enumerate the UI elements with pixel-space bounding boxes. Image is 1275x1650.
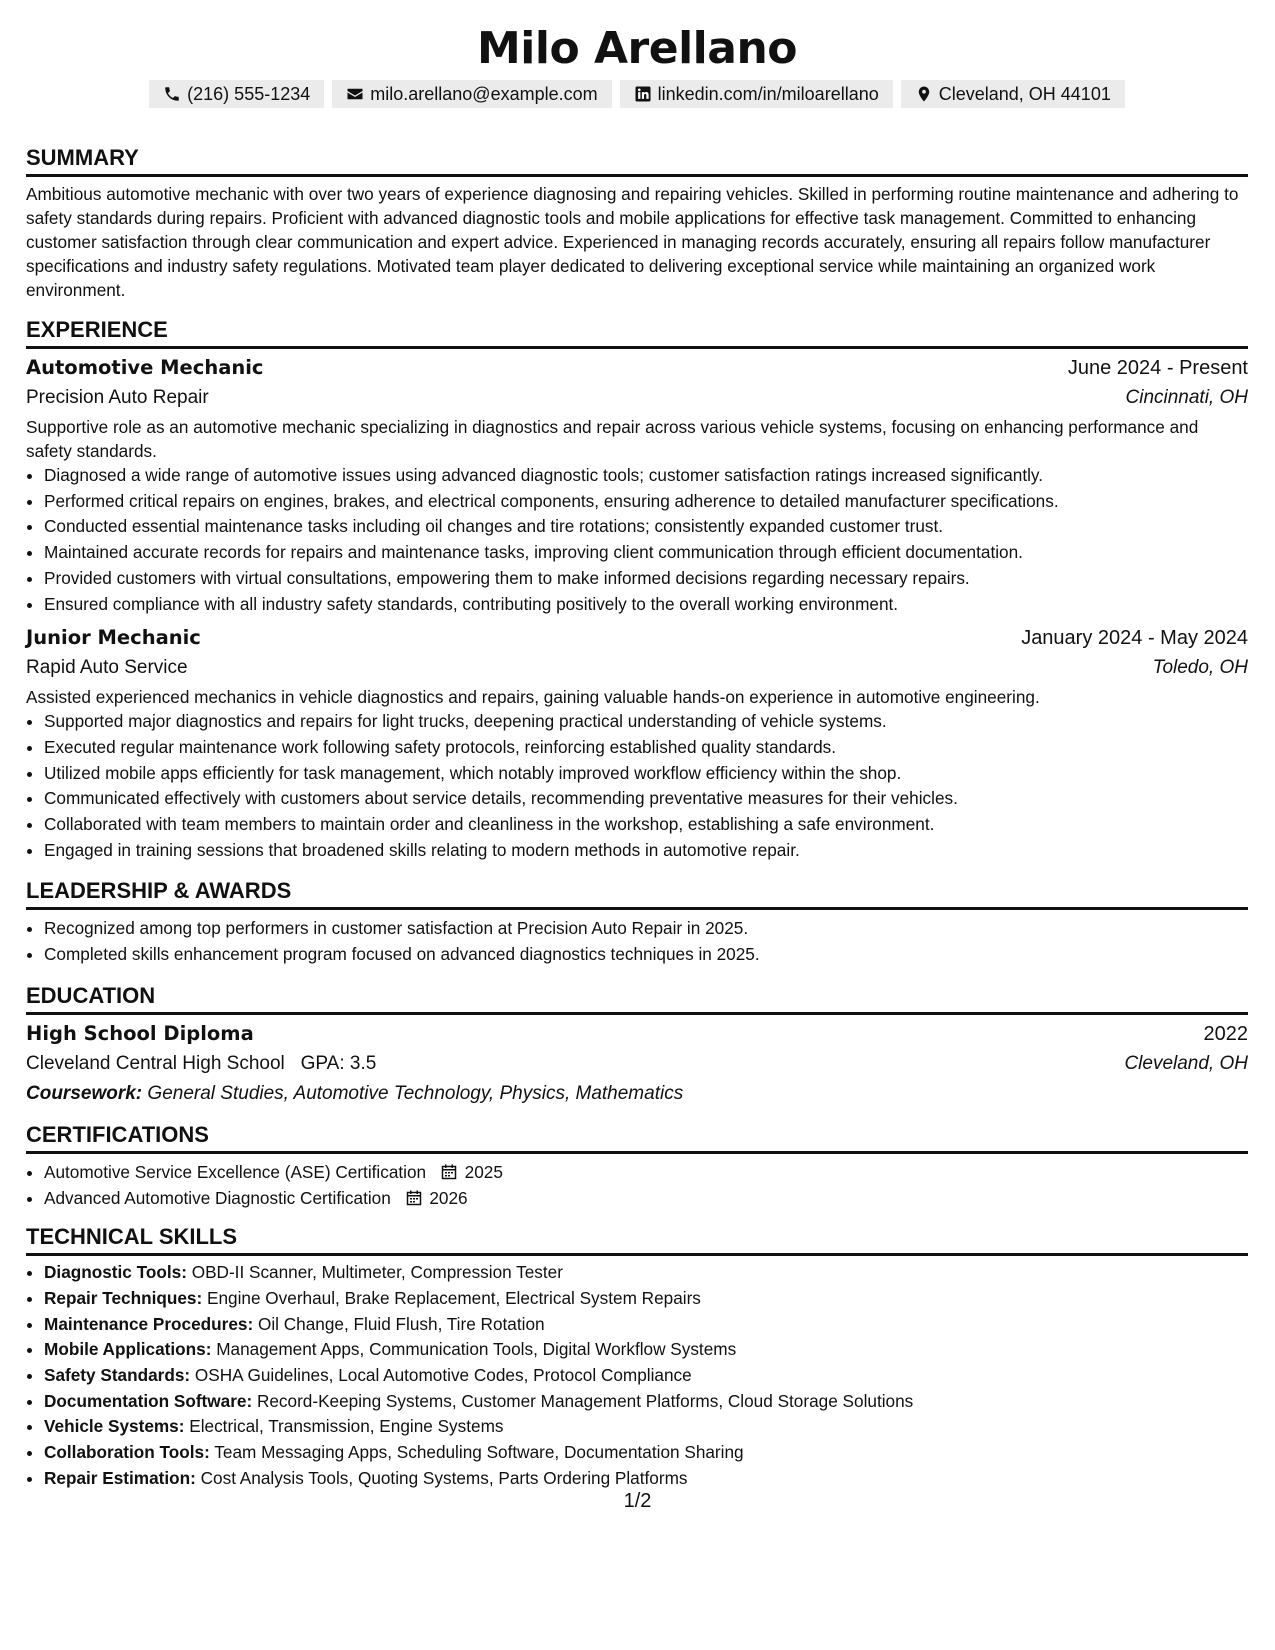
list-item: • Recognized among top performers in customer satisfaction at Precision Auto Repair in 2025.	[44, 916, 1248, 942]
contact-linkedin[interactable]	[620, 80, 893, 108]
list-item	[44, 1260, 1248, 1286]
job-location: Cincinnati, OH	[1125, 387, 1248, 408]
contact-phone-text: (216) 555-1234	[187, 83, 311, 104]
list-item	[44, 1160, 1248, 1186]
section-title-education: EDUCATION	[26, 982, 1248, 1015]
skill-value: Record-Keeping Systems, Customer Management Platforms, Cloud Storage Solutions	[256, 1390, 914, 1411]
skill-label: Safety Standards:	[44, 1365, 191, 1386]
list-item: • Performed critical repairs on engines, brakes, and electrical components, ensuring adherence to detailed manufacturer specifications.	[44, 489, 1248, 515]
skill-value: Engine Overhaul, Brake Replacement, Electrical System Repairs	[207, 1287, 701, 1308]
certifications-section	[26, 1121, 1248, 1211]
list-item: • Collaborated with team members to maintain order and cleanliness in the workshop, establishing a safe environment.	[44, 812, 1248, 838]
certification-year: 2026	[429, 1187, 468, 1208]
certification-name: Advanced Automotive Diagnostic Certification	[44, 1187, 391, 1208]
list-item: • Conducted essential maintenance tasks including oil changes and tire rotations; consistently expanded customer trust.	[44, 514, 1248, 540]
list-item	[44, 1312, 1248, 1338]
skill-value: Management Apps, Communication Tools, Digital Workflow Systems	[216, 1339, 737, 1360]
list-item: • Executed regular maintenance work following safety protocols, reinforcing established quality standards.	[44, 735, 1248, 761]
job-dates: January 2024 - May 2024	[1021, 627, 1248, 650]
list-item: • Completed skills enhancement program focused on advanced diagnostics techniques in 2025.	[44, 942, 1248, 968]
list-item	[44, 1363, 1248, 1389]
resume-page	[26, 0, 1248, 1492]
skill-value: Cost Analysis Tools, Quoting Systems, Parts Ordering Platforms	[200, 1467, 688, 1488]
list-item: • Supported major diagnostics and repairs for light trucks, deepening practical understanding of vehicle systems.	[44, 709, 1248, 735]
job-entry	[26, 623, 1248, 863]
envelope-icon	[346, 85, 364, 103]
skills-section	[26, 1223, 1248, 1491]
section-title-experience: EXPERIENCE	[26, 316, 1248, 349]
list-item: • Diagnosed a wide range of automotive issues using advanced diagnostic tools; customer satisfaction ratings increased significantly.	[44, 463, 1248, 489]
skill-value: Electrical, Transmission, Engine Systems	[189, 1416, 504, 1437]
list-item: • Communicated effectively with customers about service details, recommending preventative measures for their vehicles.	[44, 786, 1248, 812]
experience-section	[26, 316, 1248, 863]
section-title-summary: SUMMARY	[26, 144, 1248, 177]
section-title-leadership: LEADERSHIP & AWARDS	[26, 877, 1248, 910]
job-company: Precision Auto Repair	[26, 387, 209, 408]
phone-icon	[163, 85, 181, 103]
certification-name: Automotive Service Excellence (ASE) Certification	[44, 1161, 427, 1182]
candidate-name: Milo Arellano	[477, 23, 797, 74]
section-title-certifications: CERTIFICATIONS	[26, 1121, 1248, 1154]
education-section	[26, 982, 1248, 1109]
skill-label: Vehicle Systems:	[44, 1416, 185, 1437]
skill-value: Oil Change, Fluid Flush, Tire Rotation	[257, 1313, 545, 1334]
list-item: • Ensured compliance with all industry safety standards, contributing positively to the overall working environment.	[44, 592, 1248, 618]
skill-label: Documentation Software:	[44, 1390, 253, 1411]
job-bullets	[26, 709, 1248, 863]
summary-section	[26, 144, 1248, 302]
skill-value: Team Messaging Apps, Scheduling Software, Documentation Sharing	[214, 1442, 744, 1463]
page-number: 1/2	[623, 1490, 652, 1512]
coursework-label: Coursework:	[26, 1082, 143, 1104]
contact-linkedin-text: linkedin.com/in/miloarellano	[657, 83, 879, 104]
list-item	[44, 1466, 1248, 1492]
certifications-list	[26, 1160, 1248, 1211]
coursework-list: General Studies, Automotive Technology, Physics, Mathematics	[147, 1082, 684, 1104]
coursework	[26, 1079, 1248, 1109]
job-company: Rapid Auto Service	[26, 657, 188, 679]
job-title: Junior Mechanic	[26, 626, 201, 650]
skill-label: Repair Estimation:	[44, 1467, 196, 1488]
contact-location-text: Cleveland, OH 44101	[938, 83, 1111, 104]
list-item	[44, 1286, 1248, 1312]
certification-year: 2025	[464, 1161, 503, 1182]
skill-label: Diagnostic Tools:	[44, 1262, 187, 1283]
list-item	[44, 1186, 1248, 1212]
list-item: • Engaged in training sessions that broadened skills relating to modern methods in automotive repair.	[44, 838, 1248, 864]
skill-value: OSHA Guidelines, Local Automotive Codes, Protocol Compliance	[194, 1365, 692, 1386]
list-item	[44, 1389, 1248, 1415]
contact-email[interactable]	[332, 80, 611, 108]
school-location: Cleveland, OH	[1124, 1052, 1248, 1074]
skill-value: OBD-II Scanner, Multimeter, Compression Tester	[191, 1262, 563, 1283]
list-item	[44, 1440, 1248, 1466]
school-name: Cleveland Central High School	[26, 1052, 285, 1074]
list-item: • Utilized mobile apps efficiently for task management, which notably improved workflow efficiency within the shop.	[44, 761, 1248, 787]
calendar-icon	[441, 1164, 457, 1180]
skills-list	[26, 1260, 1248, 1491]
job-title: Automotive Mechanic	[26, 356, 264, 379]
contact-bar	[26, 80, 1248, 108]
list-item	[44, 1337, 1248, 1363]
graduation-year: 2022	[1203, 1022, 1248, 1045]
summary-text: Ambitious automotive mechanic with over two years of experience diagnosing and repairing vehicles. Skilled in performing routine maintenance and adhering to safety standards during repairs. Proficient with advanced diagnostic tools and mobile applications for effective task management. Committed to enhancing customer satisfaction through clear communication and expert advice. Experienced in managing records accurately, ensuring all repairs follow manufacturer specifications and industry safety regulations. Motivated team player dedicated to delivering exceptional service while maintaining an organized work environment.	[26, 184, 1239, 300]
job-description: Supportive role as an automotive mechanic specializing in diagnostics and repair across various vehicle systems, focusing on enhancing performance and safety standards.	[26, 417, 1199, 461]
linkedin-icon	[634, 85, 652, 103]
contact-email-text: milo.arellano@example.com	[370, 83, 598, 104]
contact-location	[901, 80, 1125, 108]
leadership-section	[26, 877, 1248, 967]
job-entry	[26, 353, 1248, 617]
job-location: Toledo, OH	[1152, 657, 1248, 679]
job-dates: June 2024 - Present	[1067, 357, 1248, 379]
calendar-icon	[406, 1190, 422, 1206]
skill-label: Mobile Applications:	[44, 1339, 212, 1360]
contact-phone[interactable]	[149, 80, 324, 108]
job-description: Assisted experienced mechanics in vehicle diagnostics and repairs, gaining valuable hands-on experience in automotive engineering.	[26, 687, 1040, 708]
list-item: • Maintained accurate records for repairs and maintenance tasks, improving client communication through efficient documentation.	[44, 540, 1248, 566]
skill-label: Repair Techniques:	[44, 1287, 203, 1308]
degree: High School Diploma	[26, 1021, 254, 1045]
skill-label: Collaboration Tools:	[44, 1442, 210, 1463]
leadership-list	[26, 916, 1248, 967]
map-pin-icon	[915, 85, 933, 103]
section-title-skills: TECHNICAL SKILLS	[26, 1223, 1248, 1256]
list-item: • Provided customers with virtual consultations, empowering them to make informed decisions regarding necessary repairs.	[44, 566, 1248, 592]
gpa: GPA: 3.5	[300, 1052, 377, 1074]
list-item	[44, 1414, 1248, 1440]
job-bullets	[26, 463, 1248, 617]
skill-label: Maintenance Procedures:	[44, 1313, 254, 1334]
